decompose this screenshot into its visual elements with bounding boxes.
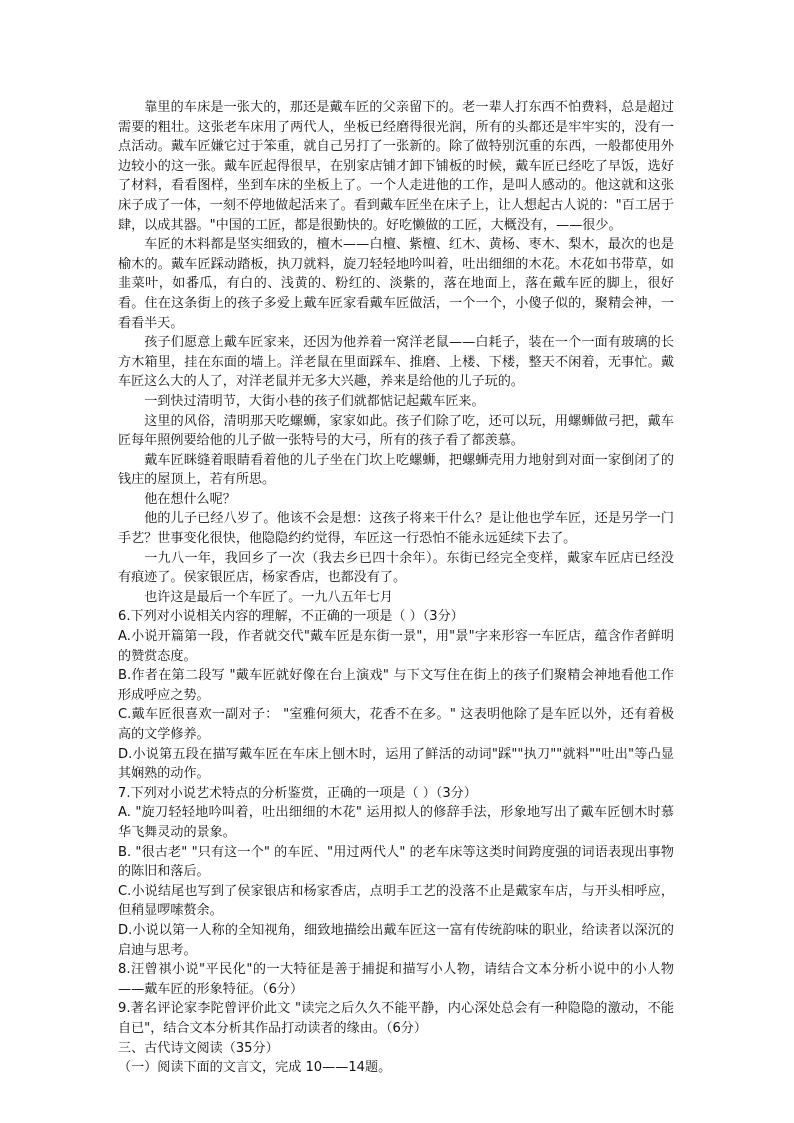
story-paragraph-6: 戴车匠眯缝着眼睛看着他的儿子坐在门坎上吃螺蛳，把螺蛳壳用力地射到对面一家倒闭了的钱庄的屋顶上，若有所思。 (118, 452, 674, 488)
story-paragraph-3: 孩子们愿意上戴车匠家来，还因为他养着一窝洋老鼠——白耗子，装在一个一面有玻璃的长方木箱里，挂在东面的墙上。洋老鼠在里面踩车、推磨、上楼、下楼，整天不闲着，无事忙。戴车匠这么大的人了，对洋老鼠并无多大兴趣，养来是给他的儿子玩的。 (118, 335, 674, 390)
question-9: 9.著名评论家李陀曾评价此文 "读完之后久久不能平静，内心深处总会有一种隐隐的激动，不能自已"，结合文本分析其作品打动读者的缘由。（6分） (118, 1001, 674, 1036)
question-6-option-d: D.小说第五段在描写戴车匠在车床上刨木时，运用了鲜活的动词"踩""执刀""就料""吐出"等凸显其娴熟的动作。 (118, 746, 674, 782)
story-paragraph-8: 他的儿子已经八岁了。他该不会是想：这孩子将来干什么？是让他也学车匠，还是另学一门手艺？世事变化很快，他隐隐约约觉得，车匠这一行恐怕不能永远延续下去了。 (118, 511, 674, 547)
question-6-option-b: B.作者在第二段写 "戴车匠就好像在台上演戏" 与下文写住在街上的孩子们聚精会神地看他工作形成呼应之势。 (118, 668, 674, 703)
question-8: 8.汪曾祺小说"平民化"的一大特征是善于捕捉和描写小人物，请结合文本分析小说中的小人物——戴车匠的形象特征。（6分） (118, 962, 674, 997)
story-paragraph-7: 他在想什么呢？ (144, 491, 236, 507)
story-paragraph-4: 一到快过清明节，大街小巷的孩子们就都惦记起戴车匠来。 (144, 393, 485, 409)
story-paragraph-9: 一九八一年，我回乡了一次（我去乡已四十余年）。东街已经完全变样，戴家车匠店已经没有痕迹了。侯家银匠店，杨家香店，也都没有了。 (118, 550, 674, 586)
question-7-option-d: D.小说以第一人称的全知视角，细致地描绘出戴车匠这一富有传统韵味的职业，给读者以深沉的启迪与思考。 (118, 922, 674, 958)
question-6-option-a: A.小说开篇第一段，作者就交代"戴车匠是东街一景"，用"景"字来形容一车匠店，蕴含作者鲜明的赞赏态度。 (118, 629, 674, 664)
question-7-option-a: A. "旋刀轻轻地吟叫着，吐出细细的木花" 运用拟人的修辞手法，形象地写出了戴车匠刨木时慕华飞舞灵动的景象。 (118, 805, 674, 840)
section-3-title: 三、古代诗文阅读（35分） (118, 1040, 279, 1056)
story-paragraph-1: 靠里的车床是一张大的，那还是戴车匠的父亲留下的。老一辈人打东西不怕费料，总是超过需要的粗壮。这张老车床用了两代人，坐板已经磨得很光润，所有的头都还是牢牢实的，没有一点活动。戴车匠嫌它过于笨重，就自己另打了一张新的。除了做特别沉重的东西，一般都使用外边较小的这一张。戴车匠起得很早，在别家店铺才卸下铺板的时候，戴车匠已经吃了早饭，选好了材料，看看图样，坐到车床的坐板上了。一个人走进他的工作，是叫人感动的。他这就和这张床子成了一体，一刻不停地做起活来了。看到戴车匠坐在床子上，让人想起古人说的："百工居于肆，以成其器。"中国的工匠，都是很勤快的。好吃懒做的工匠，大概没有，——很少。 (118, 100, 674, 233)
document-page (118, 98, 674, 1078)
question-7-option-b: B. "很古老" "只有这一个" 的车匠、"用过两代人" 的老车床等这类时间跨度强的词语表现出事物的陈旧和落后。 (118, 844, 674, 880)
story-paragraph-10: 也许这是最后一个车匠了。一九八五年七月 (144, 589, 393, 605)
question-6-option-c: C.戴车匠很喜欢一副对子： "室雅何须大，花香不在多。" 这表明他除了是车匠以外，还有着极高的文学修养。 (118, 707, 674, 742)
question-7-stem: 7.下列对小说艺术特点的分析鉴赏，正确的一项是（ ）（3分） (118, 785, 477, 801)
question-6-stem: 6.下列对小说相关内容的理解，不正确的一项是（ ）（3分） (118, 609, 464, 625)
question-7-option-c: C.小说结尾也写到了侯家银店和杨家香店，点明手工艺的没落不止是戴家车店，与开头相呼应，但稍显啰嗦赘余。 (118, 883, 674, 919)
story-paragraph-5: 这里的风俗，清明那天吃螺蛳，家家如此。孩子们除了吃，还可以玩，用螺蛳做弓把，戴车匠每年照例要给他的儿子做一张特号的大弓，所有的孩子看了都羡慕。 (118, 413, 674, 449)
section-3-subtitle: （一）阅读下面的文言文，完成 10——14题。 (118, 1060, 392, 1076)
story-paragraph-2: 车匠的木料都是坚实细致的，檀木——白檀、紫檀、红木、黄杨、枣木、梨木，最次的也是榆木的。戴车匠踩动踏板，执刀就料，旋刀轻轻地吟叫着，吐出细细的木花。木花如书带草，如韭菜叶，如番瓜，有白的、浅黄的、粉红的、淡紫的，落在地面上，落在戴车匠的脚上，很好看。住在这条街上的孩子多爱上戴车匠家看戴车匠做活，一个一个，小傻子似的，聚精会神，一看看半天。 (118, 237, 674, 331)
